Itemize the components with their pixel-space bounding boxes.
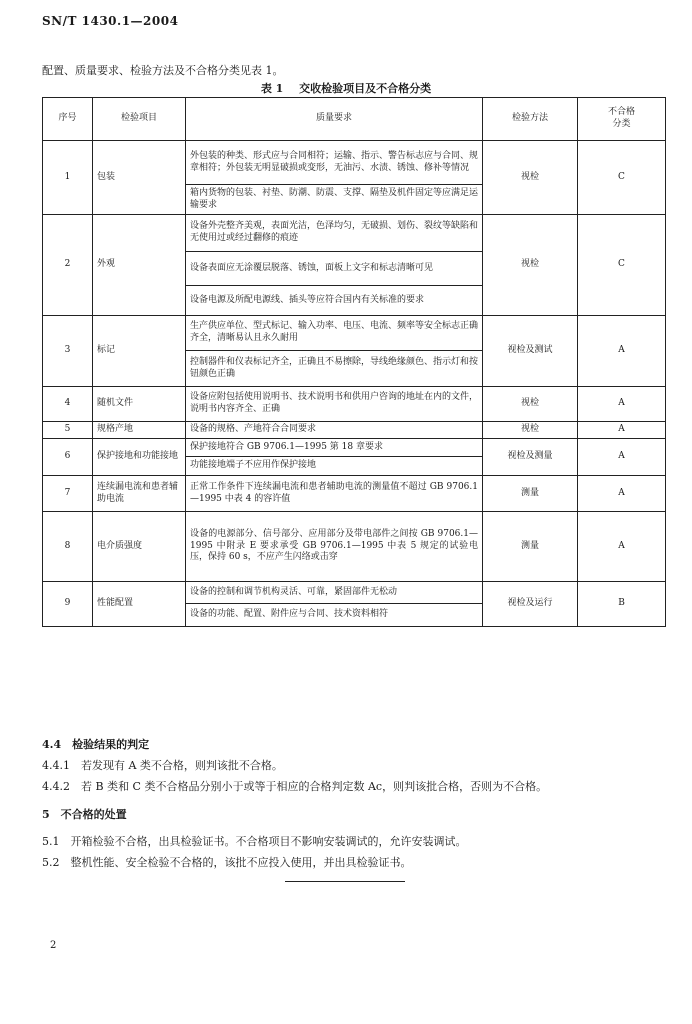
clause-4-4-1: 4.4.1 若发现有 A 类不合格，则判该批不合格。 — [42, 759, 283, 772]
row-method: 视检 — [483, 422, 578, 439]
col-header-method: 检验方法 — [483, 98, 578, 141]
row-method: 视检及运行 — [483, 582, 578, 627]
table-caption-label: 表 1 — [260, 82, 284, 95]
row-requirement: 控制器件和仪表标记齐全，正确且不易擦除，导线绝缘颜色、指示灯和按钮颜色正确 — [186, 351, 483, 387]
row-item: 电介质强度 — [93, 512, 186, 582]
row-method: 视检及测试 — [483, 316, 578, 387]
page-number: 2 — [50, 940, 57, 951]
row-method: 测量 — [483, 512, 578, 582]
row-item: 包装 — [93, 141, 186, 215]
row-requirement: 设备的规格、产地符合合同要求 — [186, 422, 483, 439]
row-number: 9 — [43, 582, 93, 627]
table-row — [43, 476, 666, 512]
table-body — [43, 141, 666, 627]
table-header-row — [43, 98, 666, 141]
col-header-item: 检验项目 — [93, 98, 186, 141]
row-requirement: 功能接地端子不应用作保护接地 — [186, 457, 483, 476]
table-row — [43, 141, 666, 185]
row-requirement: 设备外壳整齐美观，表面光洁，色泽均匀，无破损、划伤、裂纹等缺陷和无使用过或经过翻修的痕迹 — [186, 215, 483, 252]
table-row — [43, 582, 666, 604]
row-method: 视检 — [483, 141, 578, 215]
row-method: 视检及测量 — [483, 439, 578, 476]
row-class: C — [578, 215, 666, 316]
standard-header: SN/T 1430.1—2004 — [42, 14, 179, 28]
section-5-title: 5 不合格的处置 — [42, 808, 127, 821]
end-rule — [285, 881, 405, 882]
row-number: 2 — [43, 215, 93, 316]
row-requirement: 设备的控制和调节机构灵活、可靠，紧固部件无松动 — [186, 582, 483, 604]
table-row — [43, 387, 666, 422]
clause-4-4-2: 4.4.2 若 B 类和 C 类不合格品分别小于或等于相应的合格判定数 Ac，则判该批合格，否则为不合格。 — [42, 780, 548, 793]
row-requirement: 外包装的种类、形式应与合同相符；运输、指示、警告标志应与合同、规章相符；外包装无明显破损或变形，无油污、水渍、锈蚀、修补等情况 — [186, 141, 483, 185]
col-header-class: 不合格 分类 — [578, 98, 666, 141]
row-item: 外观 — [93, 215, 186, 316]
row-requirement: 设备的功能、配置、附件应与合同、技术资料相符 — [186, 604, 483, 627]
intro-text: 配置、质量要求、检验方法及不合格分类见表 1。 — [42, 64, 284, 77]
row-item: 性能配置 — [93, 582, 186, 627]
row-item: 连续漏电流和患者辅助电流 — [93, 476, 186, 512]
row-item: 规格产地 — [93, 422, 186, 439]
row-item: 保护接地和功能接地 — [93, 439, 186, 476]
table-row — [43, 215, 666, 252]
table-row — [43, 439, 666, 457]
row-requirement: 设备表面应无涂覆层脱落、锈蚀，面板上文字和标志清晰可见 — [186, 252, 483, 286]
row-method: 视检 — [483, 215, 578, 316]
row-requirement: 设备电源及所配电源线、插头等应符合国内有关标准的要求 — [186, 286, 483, 316]
row-requirement: 设备的电源部分、信号部分、应用部分及带电部件之间按 GB 9706.1—1995 中附录 E 要求承受 GB 9706.1—1995 中表 5 规定的试验电压，保持 60 s，不应产生闪络或击穿 — [186, 512, 483, 582]
row-item: 标记 — [93, 316, 186, 387]
section-4-4-title: 4.4 检验结果的判定 — [42, 738, 150, 751]
row-class: A — [578, 512, 666, 582]
row-number: 6 — [43, 439, 93, 476]
row-class: A — [578, 439, 666, 476]
row-number: 8 — [43, 512, 93, 582]
row-number: 3 — [43, 316, 93, 387]
row-number: 1 — [43, 141, 93, 215]
clause-5-1: 5.1 开箱检验不合格，出具检验证书。不合格项目不影响安装调试的，允许安装调试。 — [42, 835, 467, 848]
row-requirement: 箱内货物的包装、衬垫、防潮、防震、支撑、隔垫及机件固定等应满足运输要求 — [186, 185, 483, 215]
clause-5-2: 5.2 整机性能、安全检验不合格的，该批不应投入使用，并出具检验证书。 — [42, 856, 412, 869]
row-class: A — [578, 476, 666, 512]
row-requirement: 生产供应单位、型式标记、输入功率、电压、电流、频率等安全标志正确齐全，清晰易认且永久耐用 — [186, 316, 483, 351]
row-method: 视检 — [483, 387, 578, 422]
table-caption — [0, 80, 692, 96]
row-class: A — [578, 387, 666, 422]
table-row — [43, 316, 666, 351]
table-row — [43, 512, 666, 582]
row-item: 随机文件 — [93, 387, 186, 422]
row-method: 测量 — [483, 476, 578, 512]
row-number: 7 — [43, 476, 93, 512]
row-requirement: 正常工作条件下连续漏电流和患者辅助电流的测量值不超过 GB 9706.1—1995 中表 4 的容许值 — [186, 476, 483, 512]
row-requirement: 设备应附包括使用说明书、技术说明书和供用户咨询的地址在内的文件，说明书内容齐全、正确 — [186, 387, 483, 422]
col-header-requirement: 质量要求 — [186, 98, 483, 141]
row-number: 5 — [43, 422, 93, 439]
inspection-table — [42, 97, 666, 627]
row-number: 4 — [43, 387, 93, 422]
table-caption-title: 交收检验项目及不合格分类 — [299, 82, 432, 95]
row-class: B — [578, 582, 666, 627]
table-row — [43, 422, 666, 439]
row-class: A — [578, 422, 666, 439]
col-header-no: 序号 — [43, 98, 93, 141]
row-requirement: 保护接地符合 GB 9706.1—1995 第 18 章要求 — [186, 439, 483, 457]
row-class: C — [578, 141, 666, 215]
row-class: A — [578, 316, 666, 387]
